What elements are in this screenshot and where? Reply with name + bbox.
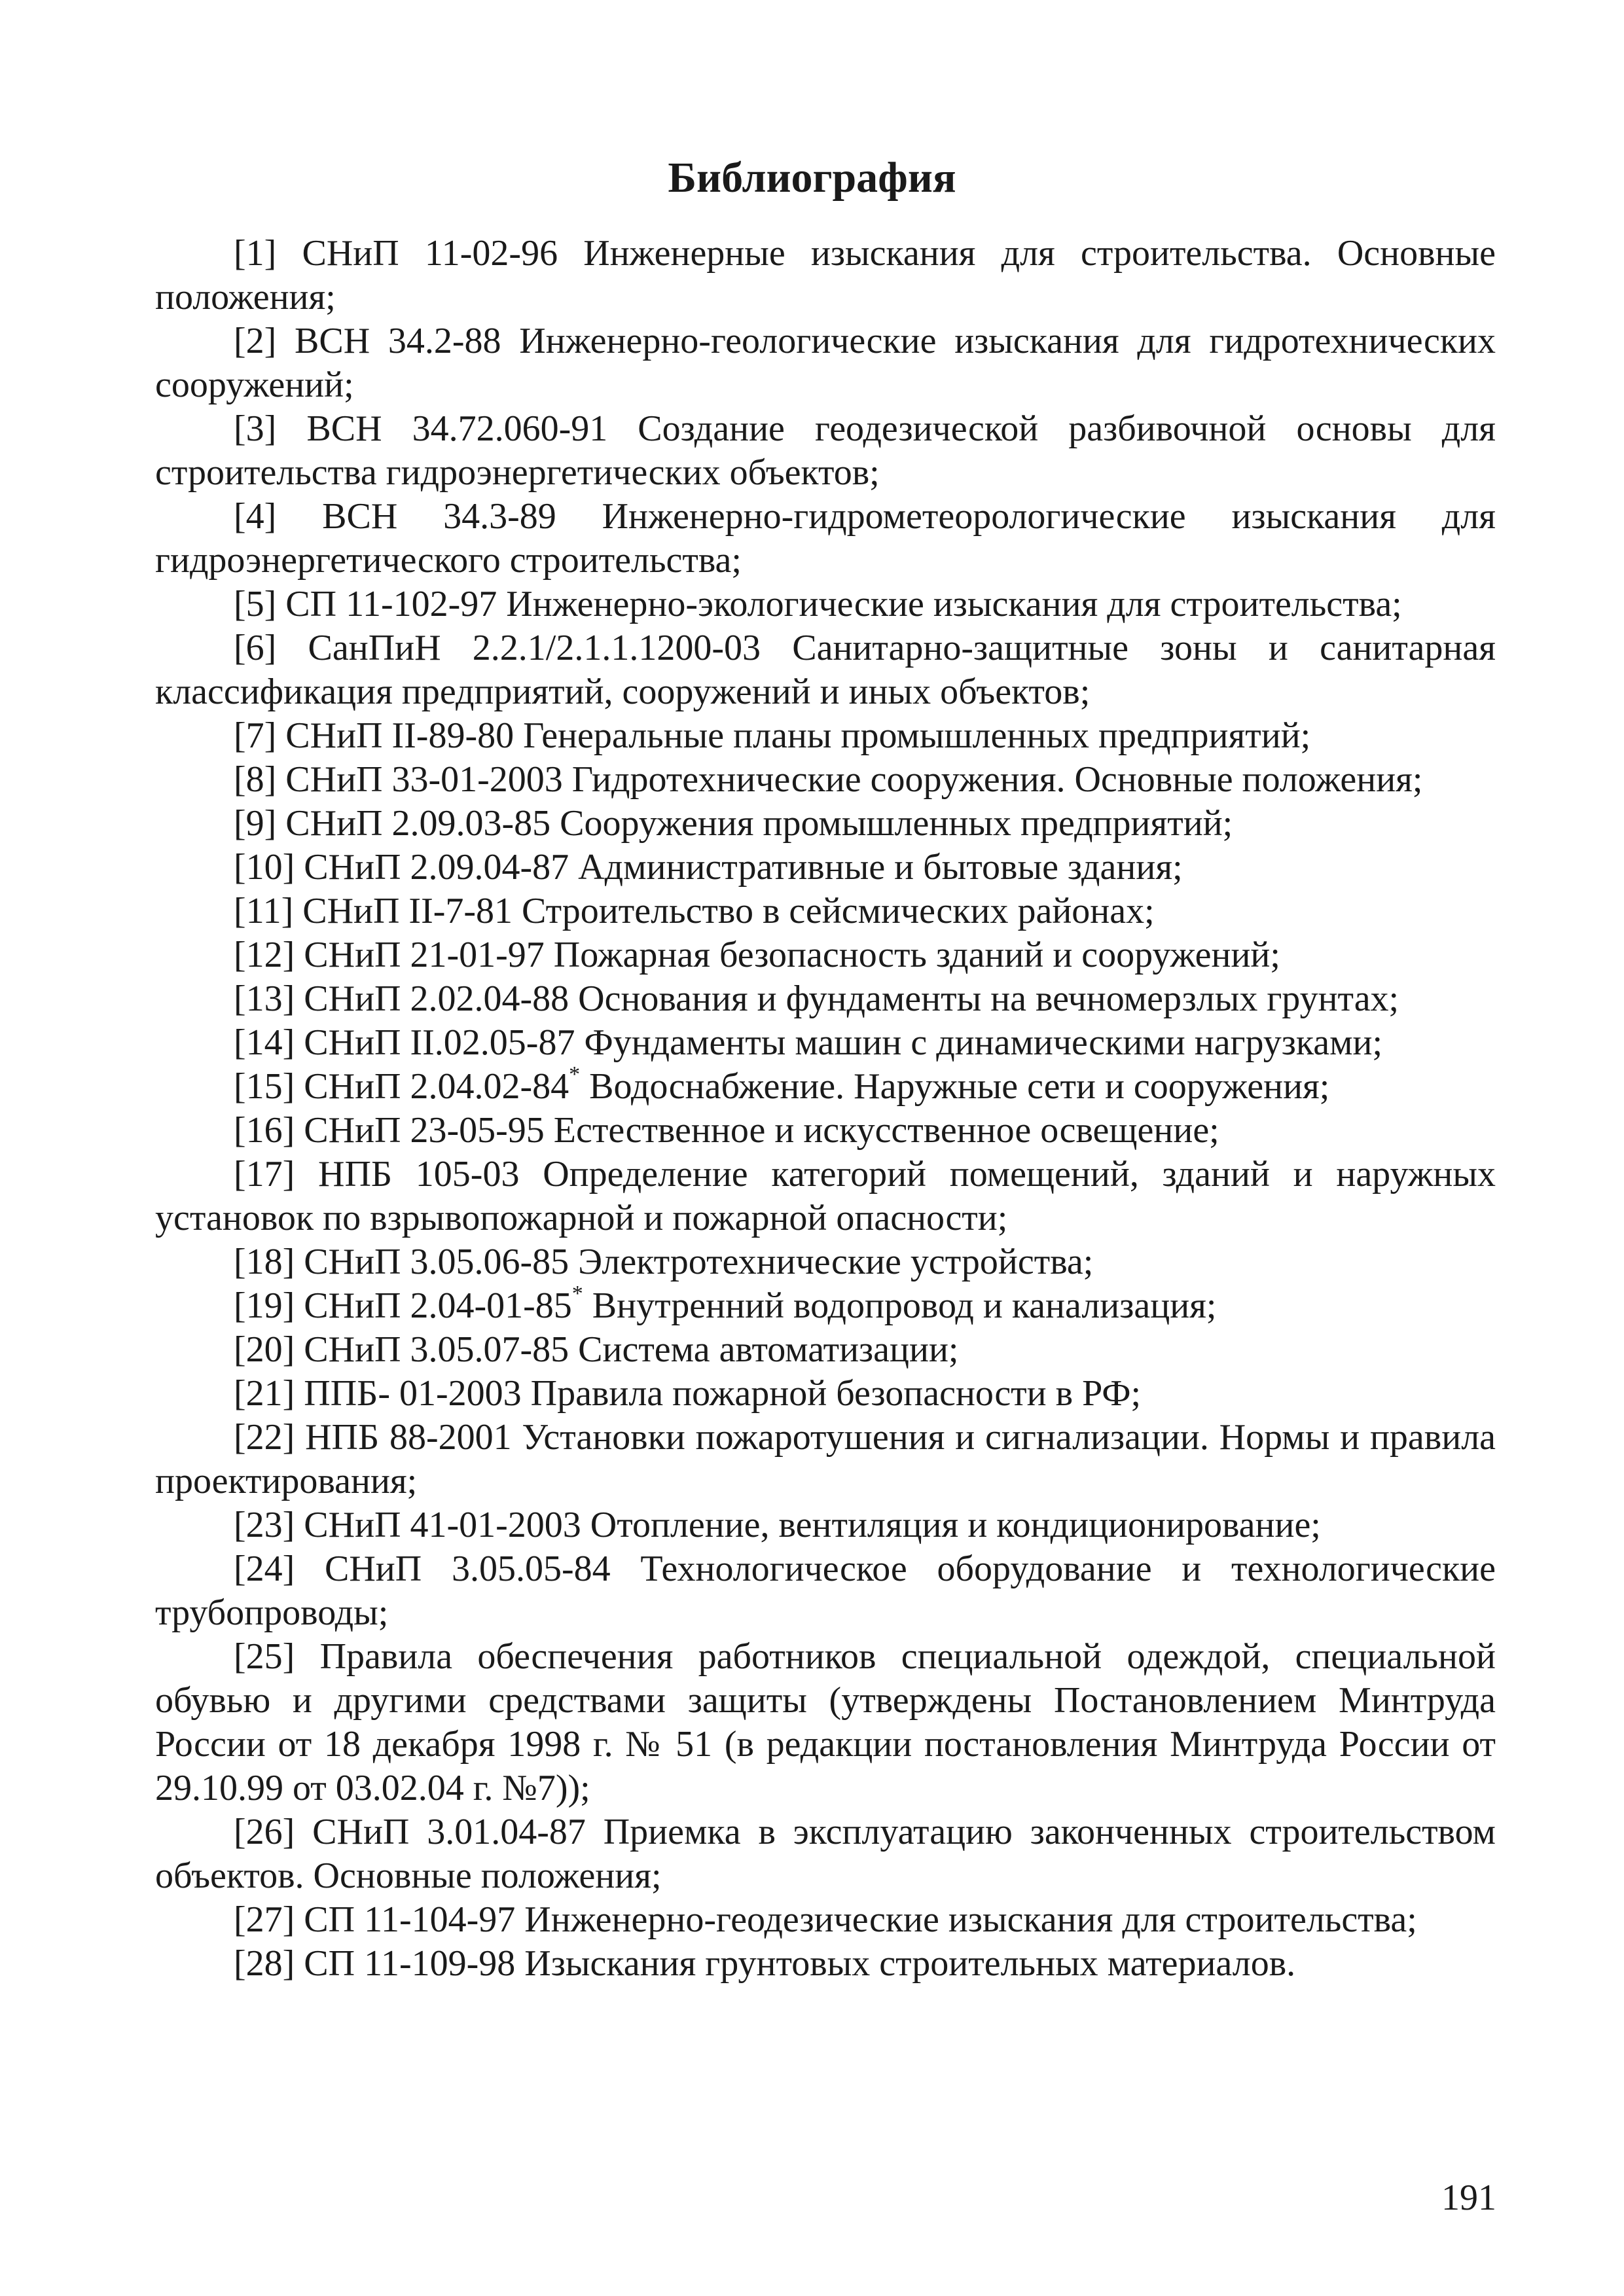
bibliography-entry: [26] СНиП 3.01.04-87 Приемка в эксплуатацию законченных строительством объектов. Основные положения; — [155, 1812, 1496, 1896]
bibliography-entry: [13] СНиП 2.02.04-88 Основания и фундаменты на вечномерзлых грунтах; — [234, 978, 1399, 1019]
page-title: Библиография — [668, 154, 956, 202]
bibliography-entry: [6] СанПиН 2.2.1/2.1.1.1200-03 Санитарно-защитные зоны и санитарная классификация предприятий, сооружений и иных объектов; — [155, 628, 1496, 712]
bibliography-entry: [23] СНиП 41-01-2003 Отопление, вентиляция и кондиционирование; — [234, 1505, 1321, 1545]
bibliography-entry: [5] СП 11-102-97 Инженерно-экологические изыскания для строительства; — [234, 584, 1402, 624]
bibliography-entry: [12] СНиП 21-01-97 Пожарная безопасность зданий и сооружений; — [234, 935, 1280, 975]
bibliography-entry: [7] СНиП II-89-80 Генеральные планы промышленных предприятий; — [234, 715, 1311, 756]
bibliography-entry: [3] ВСН 34.72.060-91 Создание геодезической разбивочной основы для строительства гидроэнергетических объектов; — [155, 408, 1496, 493]
footnote-asterisk: * — [571, 1282, 583, 1306]
bibliography-entry — [155, 1284, 1496, 1328]
footnote-asterisk: * — [569, 1062, 581, 1086]
bibliography-entry: [1] СНиП 11-02-96 Инженерные изыскания для строительства. Основные положения; — [155, 233, 1496, 317]
entry-code: [19] СНиП 2.04-01-85 — [234, 1285, 572, 1326]
bibliography-entry: [24] СНиП 3.05.05-84 Технологическое оборудование и технологические трубопроводы; — [155, 1549, 1496, 1633]
bibliography-entry: [2] ВСН 34.2-88 Инженерно-геологические изыскания для гидротехнических сооружений; — [155, 321, 1496, 405]
bibliography-entry: [14] СНиП II.02.05-87 Фундаменты машин с динамическими нагрузками; — [234, 1022, 1383, 1063]
bibliography-entry: [21] ППБ- 01-2003 Правила пожарной безопасности в РФ; — [234, 1373, 1142, 1414]
bibliography-entry: [9] СНиП 2.09.03-85 Сооружения промышленных предприятий; — [234, 803, 1233, 844]
bibliography-entry: [20] СНиП 3.05.07-85 Система автоматизации; — [234, 1329, 959, 1370]
bibliography-entry: [28] СП 11-109-98 Изыскания грунтовых строительных материалов. — [234, 1943, 1296, 1984]
bibliography-entry: [11] СНиП II-7-81 Строительство в сейсмических районах; — [234, 891, 1155, 931]
bibliography-entry: [22] НПБ 88-2001 Установки пожаротушения и сигнализации. Нормы и правила проектирования; — [155, 1417, 1496, 1501]
bibliography-entry: [27] СП 11-104-97 Инженерно-геодезические изыскания для строительства; — [234, 1899, 1417, 1940]
bibliography-entry: [18] СНиП 3.05.06-85 Электротехнические устройства; — [234, 1242, 1094, 1282]
entry-code: [15] СНиП 2.04.02-84 — [234, 1066, 569, 1107]
bibliography-entry: [8] СНиП 33-01-2003 Гидротехнические сооружения. Основные положения; — [234, 759, 1423, 800]
entry-title: Водоснабжение. Наружные сети и сооружения; — [580, 1066, 1330, 1107]
page-number: 191 — [1441, 2178, 1496, 2218]
bibliography-entry: [10] СНиП 2.09.04-87 Административные и бытовые здания; — [234, 847, 1183, 888]
bibliography-entry: [16] СНиП 23-05-95 Естественное и искусственное освещение; — [234, 1110, 1219, 1151]
entry-title: Внутренний водопровод и канализация; — [583, 1285, 1217, 1326]
bibliography-entry: [4] ВСН 34.3-89 Инженерно-гидрометеорологические изыскания для гидроэнергетического строительства; — [155, 496, 1496, 581]
bibliography-entry: [17] НПБ 105-03 Определение категорий помещений, зданий и наружных установок по взрывопожарной и пожарной опасности; — [155, 1154, 1496, 1238]
bibliography-list — [155, 232, 1496, 1986]
bibliography-entry: [25] Правила обеспечения работников специальной одеждой, специальной обувью и другими средствами защиты (утверждены Постановлением Минтруда России от 18 декабря 1998 г. № 51 (в редакции постановления Минтруда России от 29.10.99 от 03.02.04 г. №7)); — [155, 1636, 1496, 1808]
bibliography-entry — [155, 1062, 1496, 1109]
